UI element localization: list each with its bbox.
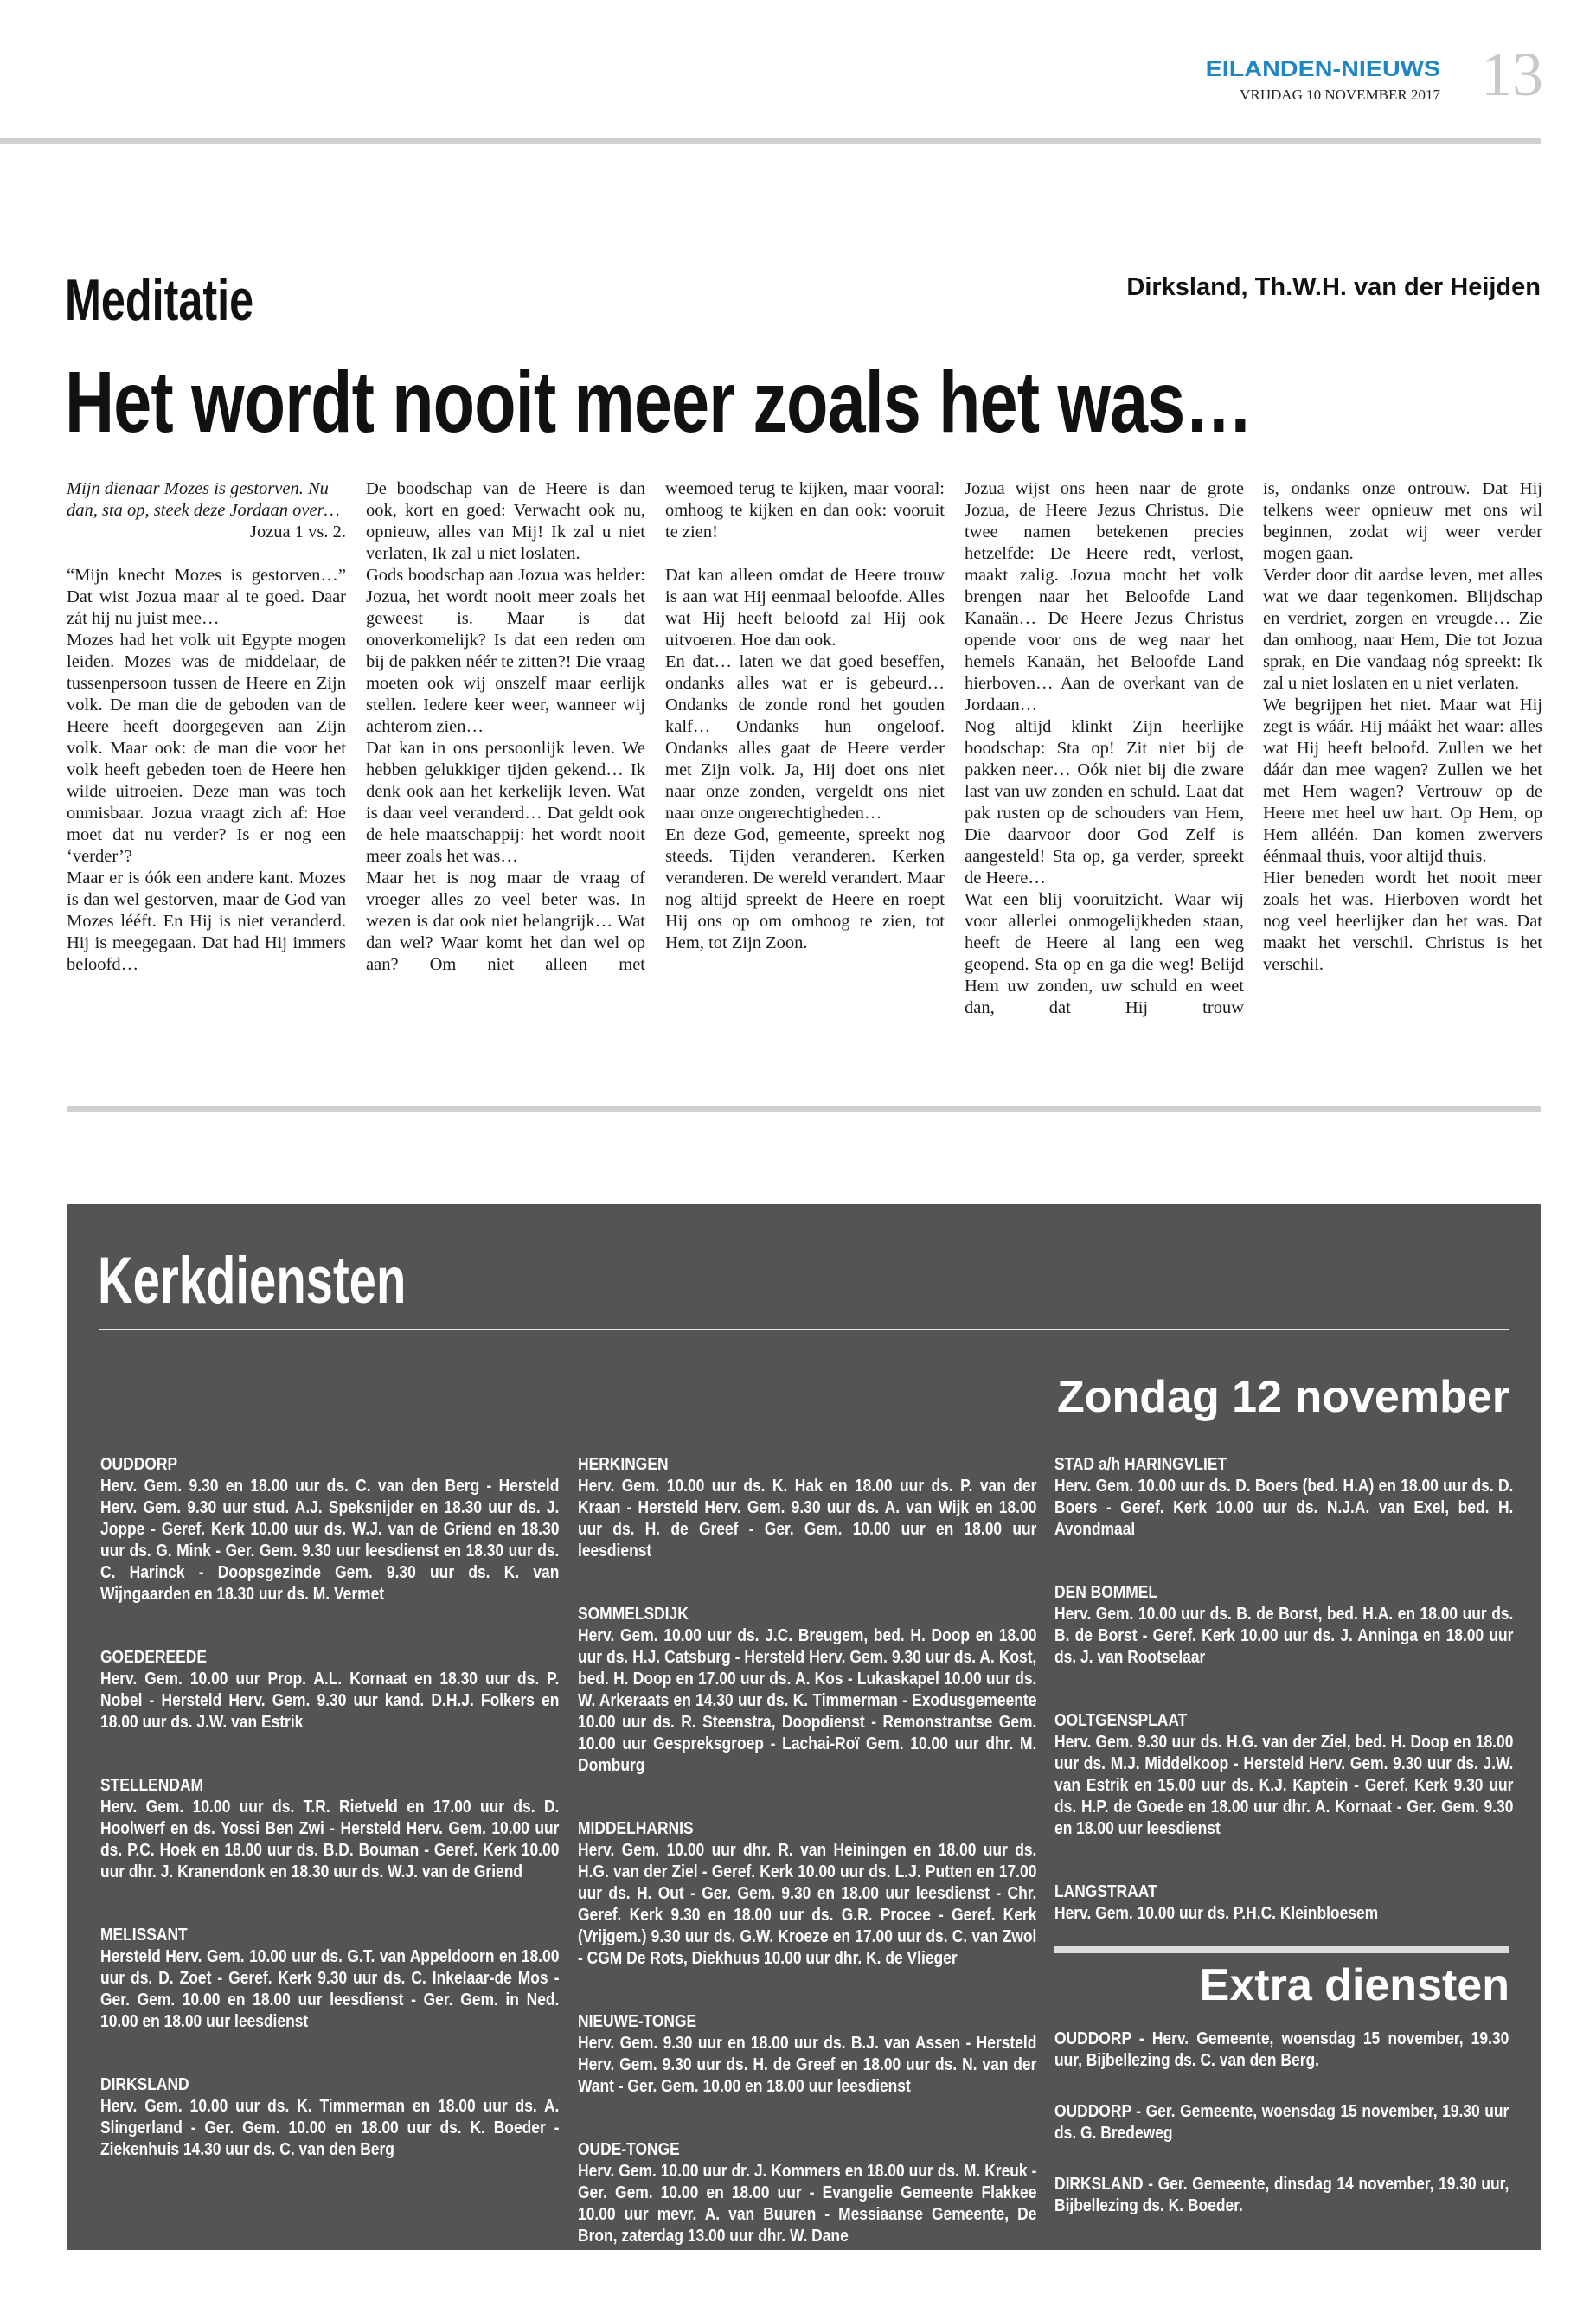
article-paragraph: En deze God, gemeente, spreekt nog steeds. Tijden veranderen. Kerken veranderen. De wereld verandert. Maar nog altijd spreekt de Heere en roept Hij ons op om omhoog te zien, tot Hem, tot Zijn Zoon. xyxy=(665,825,945,952)
article-column-2 xyxy=(366,478,645,976)
article-paragraph: Jozua wijst ons heen naar de grote Jozua, de Heere Jezus Christus. Die twee namen betekenen precies hetzelfde: De Heere redt, verlost, maakt zalig. Jozua mocht het volk brengen naar het Beloofde Land Kanaän… De Heere Jezus Christus opende voor ons de weg naar het hemels Kanaän, het Beloofde Land hierboven… Aan de overkant van de Jordaan… xyxy=(965,479,1244,715)
service-listing xyxy=(578,1817,1036,1969)
article-paragraph: Dat kan alleen omdat de Heere trouw is aan wat Hij eenmaal beloofde. Alles wat Hij heeft beloofd zal Hij ook uitvoeren. Hoe dan ook. xyxy=(665,566,945,650)
article-column-1 xyxy=(67,478,346,976)
article-column-4 xyxy=(965,478,1244,1019)
article-paragraph: Mozes had het volk uit Egypte mogen leiden. Mozes was de middelaar, de tussenpersoon tussen de Heere en Zijn volk. De man die de geboden van de Heere heeft doorgegeven aan Zijn volk. Maar ook: de man die voor het volk heeft gebeden toen de Heere hen wilde uitroeien. Deze man was toch onmisbaar. Jozua vraagt zich af: Hoe moet dat nu verder? Is er nog een ‘verder’? xyxy=(67,631,346,866)
scripture-reference: Jozua 1 vs. 2. xyxy=(249,522,346,542)
section-title: Meditatie xyxy=(65,267,254,333)
services-column-3 xyxy=(1054,1453,1513,1965)
service-listing xyxy=(1054,1709,1513,1839)
service-details: Herv. Gem. 10.00 uur ds. J.C. Breugem, bed. H. Doop en 18.00 uur ds. H.J. Catsburg - Hersteld Herv. Gem. 9.30 uur ds. A. Kost, bed. H. Doop en 17.00 uur ds. A. Kos - Lukaskapel 10.00 uur ds. W. Arkeraats en 14.30 uur ds. K. Timmerman - Exodusgemeente 10.00 uur ds. R. Steenstra, Doopdienst - Remonstrantse Gem. 10.00 uur Gespreksgroep - Lachai-Roï Gem. 10.00 uur dhr. M. Domburg xyxy=(578,1625,1037,1775)
article-paragraph: Maar er is óók een andere kant. Mozes is dan wel gestorven, maar de God van Mozes lééft. En Hij is niet veranderd. Hij is meegegaan. Dat had Hij immers beloofd… xyxy=(67,868,346,974)
extra-services-list xyxy=(1054,2028,1509,2246)
newspaper-logo: EILANDEN-NIEUWS xyxy=(1205,57,1440,81)
service-listing xyxy=(578,2138,1036,2247)
service-listing xyxy=(578,1603,1036,1776)
article-column-3 xyxy=(665,478,945,954)
page-number: 13 xyxy=(1481,40,1543,109)
services-column-1 xyxy=(100,1453,559,2202)
service-listing xyxy=(100,1774,559,1882)
article-byline: Dirksland, Th.W.H. van der Heijden xyxy=(1126,273,1541,301)
place-name: SOMMELSDIJK xyxy=(578,1604,689,1624)
place-name: GOEDEREEDE xyxy=(100,1647,207,1667)
service-details: Herv. Gem. 10.00 uur ds. K. Hak en 18.00 uur ds. P. van der Kraan - Hersteld Herv. Gem. 9.30 uur ds. A. van Wijk en 18.00 uur ds. H. de Greef - Ger. Gem. 10.00 uur en 18.00 uur leesdienst xyxy=(578,1476,1037,1561)
service-listing xyxy=(100,2073,559,2160)
header-divider xyxy=(0,138,1541,144)
service-details: Herv. Gem. 9.30 uur ds. H.G. van der Ziel, bed. H. Doop en 18.00 uur ds. M.J. Middelkoop - Hersteld Herv. Gem. 9.30 uur ds. J.W. van Estrik en 15.00 uur ds. K.J. Kaptein - Geref. Kerk 9.30 uur ds. H.P. de Goede en 18.00 uur dhr. A. Kornaat - Ger. Gem. 9.30 en 18.00 uur leesdienst xyxy=(1054,1732,1514,1838)
article-paragraph: Gods boodschap aan Jozua was helder: Jozua, het wordt nooit meer zoals het geweest is. Maar is dat onoverkomelijk? Is dat een reden om bij de pakken néér te zitten?! Die vraag moeten ook wij onszelf maar eerlijk stellen. Iedere keer weer, wanneer wij achterom zien… xyxy=(366,566,645,736)
extra-service-item: OUDDORP - Ger. Gemeente, woensdag 15 november, 19.30 uur ds. G. Bredeweg xyxy=(1054,2101,1509,2143)
service-date-heading: Zondag 12 november xyxy=(1057,1372,1509,1422)
scripture-quote: Mijn dienaar Mozes is gestorven. Nu dan, sta op, steek deze Jordaan over… xyxy=(67,479,340,520)
article-paragraph: Nog altijd klinkt Zijn heerlijke boodschap: Sta op! Zit niet bij de pakken neer… Oók niet bij die zware last van uw zonden en schuld. Laat dat pak rusten op de schouders van Hem, Die daarvoor door God Zelf is aangesteld! Sta op, ga verder, spreekt de Heere… xyxy=(965,717,1244,888)
place-name: HERKINGEN xyxy=(578,1454,669,1474)
extra-services-rule xyxy=(1054,1946,1509,1953)
article-paragraph: Dat kan in ons persoonlijk leven. We hebben gelukkiger tijden gekend… Ik denk ook aan het kerkelijk leven. Wat is daar veel veranderd… Dat geldt ook de hele maatschappij: het wordt nooit meer zoals het was… xyxy=(366,739,645,866)
place-name: LANGSTRAAT xyxy=(1054,1881,1157,1901)
kerkdiensten-title: Kerkdiensten xyxy=(98,1244,407,1317)
article-paragraph: Verder door dit aardse leven, met alles wat we daar tegenkomen. Blijdschap en verdriet, zorgen en vreugde… Zie dan omhoog, naar Hem, Die tot Jozua sprak, en Die vandaag nóg spreekt: Ik zal u niet loslaten en u niet verlaten. xyxy=(1263,566,1542,693)
article-headline: Het wordt nooit meer zoals het was… xyxy=(65,354,1253,451)
service-listing xyxy=(578,2010,1036,2097)
service-details: Hersteld Herv. Gem. 10.00 uur ds. G.T. van Appeldoorn en 18.00 uur ds. D. Zoet - Geref. Kerk 9.30 uur ds. C. Inkelaar-de Mos - Ger. Gem. 10.00 en 18.00 uur leesdienst - Ger. Gem. in Ned. 10.00 en 18.00 uur leesdienst xyxy=(100,1946,560,2031)
service-details: Herv. Gem. 9.30 en 18.00 uur ds. C. van den Berg - Hersteld Herv. Gem. 9.30 uur stud. A.J. Speksnijder en 18.30 uur ds. J. Joppe - Geref. Kerk 10.00 uur ds. W.J. van de Griend en 18.30 uur ds. G. Mink - Ger. Gem. 9.30 uur leesdienst en 18.30 uur ds. C. Harinck - Doopsgezinde Gem. 9.30 uur ds. K. van Wijngaarden en 18.30 uur ds. M. Vermet xyxy=(100,1476,560,1604)
service-listing xyxy=(100,1453,559,1605)
place-name: OUDE-TONGE xyxy=(578,2139,680,2159)
extra-service-item: DIRKSLAND - Ger. Gemeente, dinsdag 14 november, 19.30 uur, Bijbellezing ds. K. Boeder. xyxy=(1054,2174,1509,2215)
article-paragraph: weemoed terug te kijken, maar vooral: omhoog te kijken en dan ook: vooruit te zien! xyxy=(665,479,945,542)
service-details: Herv. Gem. 10.00 uur ds. P.H.C. Kleinbloesem xyxy=(1054,1903,1379,1923)
article-paragraph: Maar het is nog maar de vraag of vroeger alles zo veel beter was. In wezen is dat ook niet belangrijk… Wat dan wel? Waar komt het dan wel op aan? Om niet alleen met xyxy=(366,868,645,974)
place-name: MIDDELHARNIS xyxy=(578,1818,694,1838)
extra-service-item: OUDDORP - Herv. Gemeente, woensdag 15 november, 19.30 uur, Bijbellezing ds. C. van den Berg. xyxy=(1054,2029,1509,2070)
service-details: Herv. Gem. 10.00 uur dhr. R. van Heiningen en 18.00 uur ds. H.G. van der Ziel - Geref. Kerk 10.00 uur ds. L.J. Putten en 17.00 uur ds. H. Out - Ger. Gem. 9.30 en 18.00 uur leesdienst - Chr. Geref. Kerk 9.30 en 18.00 uur ds. G.R. Procee - Geref. Kerk (Vrijgem.) 9.30 uur ds. G.W. Kroeze en 17.00 uur ds. C. van Zwol - CGM De Rots, Diekhuus 10.00 uur dhr. K. de Vlieger xyxy=(578,1840,1037,1968)
article-paragraph: “Mijn knecht Mozes is gestorven…” Dat wist Jozua maar al te goed. Daar zát hij nu juist mee… xyxy=(67,566,346,628)
place-name: DIRKSLAND xyxy=(100,2074,189,2094)
article-paragraph: Wat een blij vooruitzicht. Waar wij voor allerlei onmogelijkheden staan, heeft de Heere al lang een weg geopend. Sta op en ga die weg! Belijd Hem uw zonden, uw schuld en weet dan, dat Hij trouw xyxy=(965,890,1244,1017)
service-details: Herv. Gem. 10.00 uur ds. D. Boers (bed. H.A) en 18.00 uur ds. D. Boers - Geref. Kerk 10.00 uur ds. N.J.A. van Exel, bed. H. Avondmaal xyxy=(1054,1476,1514,1539)
place-name: DEN BOMMEL xyxy=(1054,1582,1158,1602)
place-name: OOLTGENSPLAAT xyxy=(1054,1710,1188,1730)
service-listing xyxy=(1054,1453,1513,1540)
article-paragraph: De boodschap van de Heere is dan ook, kort en goed: Verwacht ook nu, opnieuw, alles van Mij! Ik zal u niet verlaten, Ik zal u niet loslaten. xyxy=(366,479,645,563)
section-divider xyxy=(67,1106,1541,1112)
service-details: Herv. Gem. 10.00 uur ds. T.R. Rietveld en 17.00 uur ds. D. Hoolwerf en ds. Yossi Ben Zwi - Hersteld Herv. Gem. 10.00 uur ds. P.C. Hoek en 18.00 uur ds. B.D. Bouman - Geref. Kerk 10.00 uur dhr. J. Kranendonk en 18.30 uur ds. W.J. van de Griend xyxy=(100,1797,560,1881)
service-listing xyxy=(1054,1881,1513,1924)
service-listing xyxy=(100,1646,559,1733)
place-name: STAD a/h HARINGVLIET xyxy=(1054,1454,1227,1474)
service-details: Herv. Gem. 9.30 uur en 18.00 uur ds. B.J. van Assen - Hersteld Herv. Gem. 9.30 uur ds. H. de Greef en 18.00 uur ds. N. van der Want - Ger. Gem. 10.00 en 18.00 uur leesdienst xyxy=(578,2033,1037,2096)
kerkdiensten-rule xyxy=(99,1329,1509,1330)
article-paragraph: We begrijpen het niet. Maar wat Hij zegt is wáár. Hij máákt het waar: alles wat Hij heeft beloofd. Zullen we het dáár dan mee wagen? Zullen we het met Hem wagen? Vertrouw op de Heere met heel uw hart. Op Hem, op Hem alléén. Dan komen zwervers éénmaal thuis, voor altijd thuis. xyxy=(1263,695,1542,866)
article-paragraph: En dat… laten we dat goed beseffen, ondanks alles wat er is gebeurd… Ondanks de zonde rond het gouden kalf… Ondanks hun ongeloof. Ondanks alles gaat de Heere verder met Zijn volk. Ja, Hij doet ons niet naar onze zonden, vergeldt ons niet naar onze ongerechtigheden… xyxy=(665,652,945,823)
article-column-5 xyxy=(1263,478,1542,976)
place-name: NIEUWE-TONGE xyxy=(578,2011,697,2031)
service-details: Herv. Gem. 10.00 uur Prop. A.L. Kornaat en 18.30 uur ds. P. Nobel - Hersteld Herv. Gem. 9.30 uur kand. D.H.J. Folkers en 18.00 uur ds. J.W. van Estrik xyxy=(100,1669,560,1732)
service-listing xyxy=(578,1453,1036,1561)
place-name: MELISSANT xyxy=(100,1925,188,1945)
place-name: OUDDORP xyxy=(100,1454,178,1474)
extra-services-title: Extra diensten xyxy=(1199,1960,1509,2010)
article-paragraph: is, ondanks onze ontrouw. Dat Hij telkens weer opnieuw met ons wil beginnen, zodat wij weer verder mogen gaan. xyxy=(1263,479,1542,563)
service-details: Herv. Gem. 10.00 uur ds. K. Timmerman en 18.00 uur ds. A. Slingerland - Ger. Gem. 10.00 en 18.00 uur ds. K. Boeder - Ziekenhuis 14.30 uur ds. C. van den Berg xyxy=(100,2096,560,2159)
service-details: Herv. Gem. 10.00 uur ds. B. de Borst, bed. H.A. en 18.00 uur ds. B. de Borst - Geref. Kerk 10.00 uur ds. J. Anninga en 18.00 uur ds. J. van Rootselaar xyxy=(1054,1604,1514,1667)
place-name: STELLENDAM xyxy=(100,1775,204,1795)
service-details: Herv. Gem. 10.00 uur dr. J. Kommers en 18.00 uur ds. M. Kreuk - Ger. Gem. 10.00 en 18.00 uur - Evangelie Gemeente Flakkee 10.00 uur mevr. A. van Buuren - Messiaanse Gemeente, De Bron, zaterdag 13.00 uur dhr. W. Dane xyxy=(578,2161,1037,2246)
service-listing xyxy=(100,1924,559,2032)
service-listing xyxy=(1054,1581,1513,1668)
services-column-2 xyxy=(578,1453,1036,2288)
article-paragraph: Hier beneden wordt het nooit meer zoals het was. Hierboven wordt het nog veel heerlijker dan het was. Dat maakt het verschil. Christus is het verschil. xyxy=(1263,868,1542,974)
issue-date: VRIJDAG 10 NOVEMBER 2017 xyxy=(1240,87,1440,103)
